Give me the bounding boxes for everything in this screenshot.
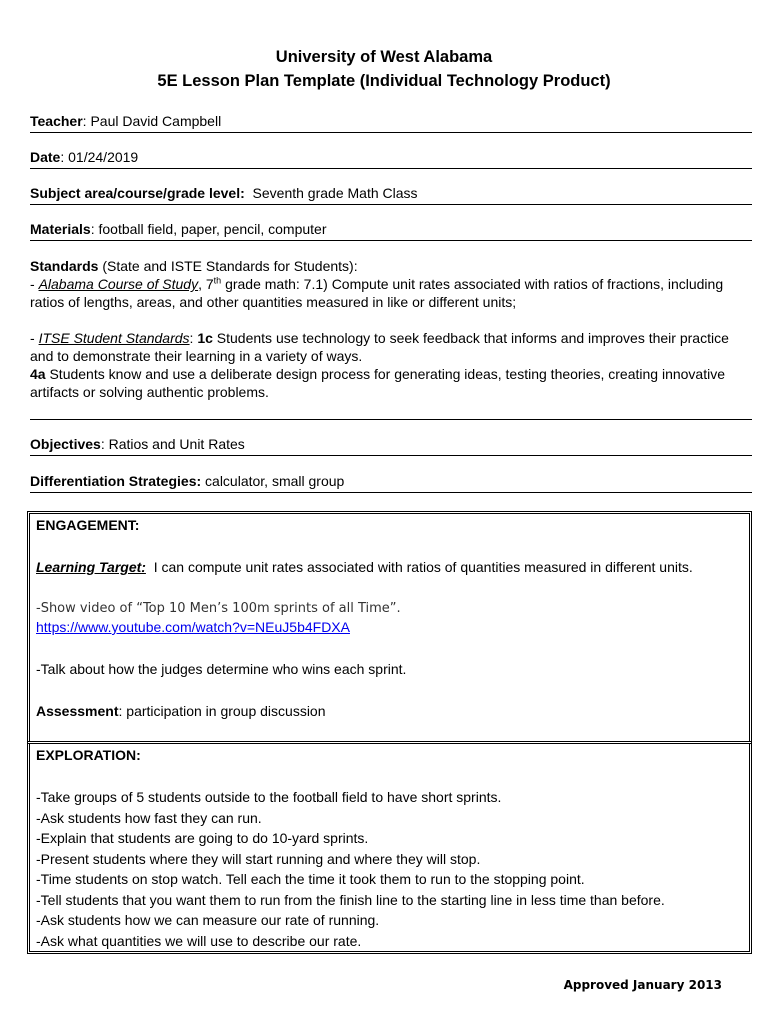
- exploration-box: [27, 741, 752, 954]
- assessment-text: : participation in group discussion: [118, 703, 326, 719]
- differentiation-label: Differentiation Strategies:: [30, 473, 202, 489]
- standards-label: Standards: [30, 258, 99, 274]
- iste-prefix: -: [30, 330, 39, 346]
- subject-label: Subject area/course/grade level:: [30, 185, 245, 201]
- iste-text-4a: Students know and use a deliberate design process for generating ideas, testing theories, creating innovative artifacts or solving authentic problems.: [30, 366, 726, 400]
- objectives-field: [30, 435, 752, 456]
- exploration-item: -Ask students how fast they can run.: [36, 809, 262, 826]
- teacher-label: Teacher: [30, 113, 83, 129]
- exploration-item: -Take groups of 5 students outside to the football field to have short sprints.: [36, 789, 502, 805]
- teacher-field: [30, 112, 752, 133]
- exploration-item: -Ask students how we can measure our rate of running.: [36, 912, 380, 928]
- exploration-item: -Tell students that you want them to run from the finish line to the starting line in less time than before.: [36, 891, 665, 908]
- aca-sep: , 7: [198, 276, 214, 292]
- differentiation-field: [30, 472, 752, 493]
- learning-target-label: Learning Target:: [36, 559, 146, 575]
- objectives-label: Objectives: [30, 436, 101, 452]
- standards-section: [30, 257, 755, 401]
- date-value: : 01/24/2019: [60, 149, 139, 165]
- aca-sup: th: [213, 275, 222, 286]
- template-title: 5E Lesson Plan Template (Individual Technology Product): [157, 72, 611, 90]
- learning-target-text: I can compute unit rates associated with ratios of quantities measured in different units.: [145, 559, 693, 575]
- assessment-label: Assessment: [36, 703, 119, 719]
- video-url-link[interactable]: https://www.youtube.com/watch?v=NEuJ5b4FDXA: [36, 619, 350, 635]
- aca-prefix: -: [30, 276, 39, 292]
- exploration-item: -Present students where they will start running and where they will stop.: [36, 850, 481, 867]
- iste-standards-link[interactable]: ITSE Student Standards: [38, 330, 190, 346]
- aca-text: grade math: 7.1) Compute unit rates associated with ratios of fractions, including ratios of lengths, areas, and other quantities measured in like or different units;: [30, 276, 724, 310]
- exploration-item: -Time students on stop watch. Tell each the time it took them to run to the stopping point.: [36, 871, 585, 887]
- university-title: University of West Alabama: [275, 48, 493, 66]
- differentiation-value: calculator, small group: [201, 473, 345, 489]
- talk-text: -Talk about how the judges determine who wins each sprint.: [36, 661, 407, 677]
- exploration-heading: EXPLORATION:: [36, 747, 141, 763]
- engagement-heading: ENGAGEMENT:: [36, 517, 140, 533]
- iste-text-1c: Students use technology to seek feedback that informs and improves their practice and to demonstrate their learning in a variety of ways.: [30, 330, 729, 364]
- date-label: Date: [30, 149, 61, 165]
- standards-sublabel: (State and ISTE Standards for Students):: [98, 258, 358, 274]
- date-field: [30, 148, 752, 169]
- iste-code-1c: 1c: [197, 330, 213, 346]
- approval-footer: Approved January 2013: [563, 978, 722, 992]
- iste-code-4a: 4a: [30, 366, 46, 382]
- materials-value: : football field, paper, pencil, computer: [90, 221, 327, 237]
- alabama-course-link[interactable]: Alabama Course of Study: [38, 276, 199, 292]
- materials-field: [30, 220, 752, 241]
- subject-value: Seventh grade Math Class: [244, 185, 418, 201]
- iste-colon: :: [189, 330, 198, 346]
- engagement-box: [27, 511, 752, 744]
- standards-divider: [30, 419, 752, 420]
- video-text: -Show video of “Top 10 Men’s 100m sprints of all Time”.: [36, 601, 401, 616]
- teacher-value: : Paul David Campbell: [82, 113, 222, 129]
- subject-field: [30, 184, 752, 205]
- objectives-value: : Ratios and Unit Rates: [100, 436, 245, 452]
- exploration-item: -Explain that students are going to do 10-yard sprints.: [36, 830, 369, 846]
- exploration-item: -Ask what quantities we will use to describe our rate.: [36, 932, 362, 949]
- materials-label: Materials: [30, 221, 91, 237]
